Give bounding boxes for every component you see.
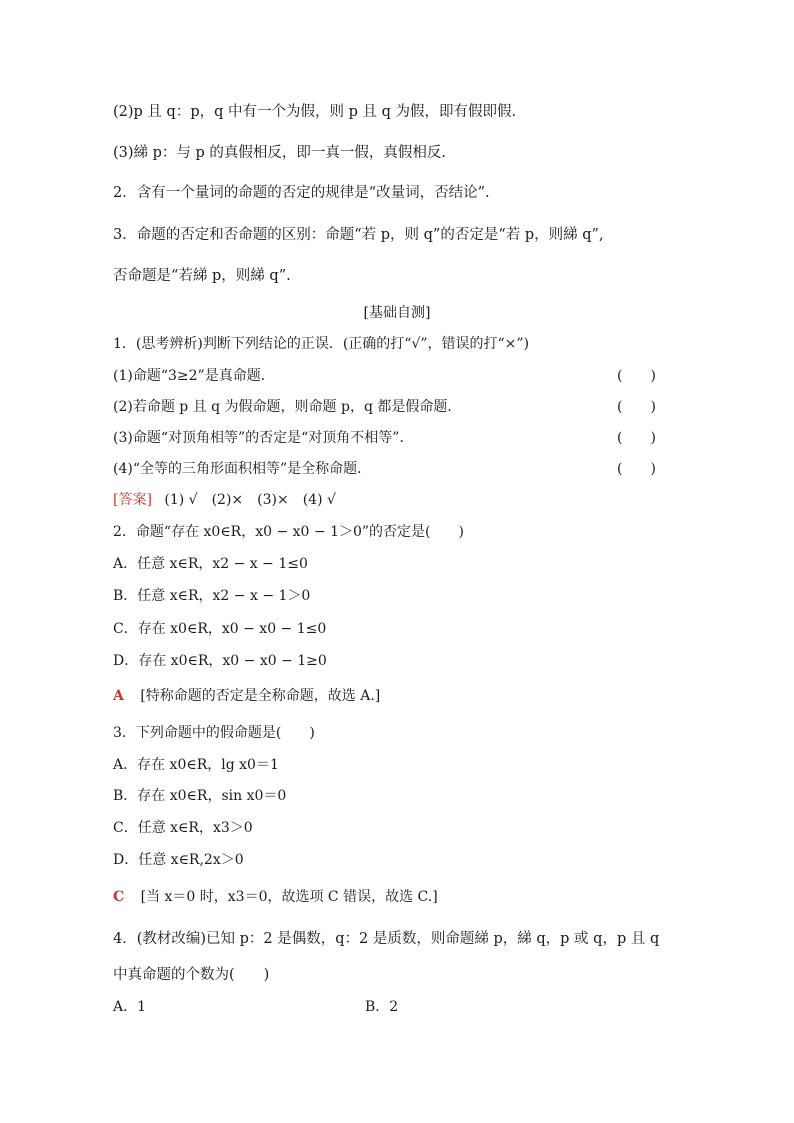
q3-answer-text: [当 x＝0 时，x3＝0，故选项 C 错误，故选 C.] [140,889,438,905]
q1-item-1-paren: ( ) [617,368,656,384]
summary-line-2: (3)綈 p：与 p 的真假相反，即一真一假，真假相反. [113,145,447,161]
q4-stem-line-2: 中真命题的个数为( ) [113,967,270,983]
q3-option-c: C．任意 x∈R，x3＞0 [113,820,253,836]
q4-stem-line-1: 4．(教材改编)已知 p：2 是偶数，q：2 是质数，则命题綈 p，綈 q，p 或 q，p 且 q [113,931,660,947]
q1-item-2-paren: ( ) [617,399,656,415]
q3-answer-letter: C [113,889,125,905]
q2-option-a: A．任意 x∈R，x2 − x − 1≤0 [113,556,308,572]
summary-line-3: 2．含有一个量词的命题的否定的规律是“改量词，否结论”. [113,185,490,201]
q1-item-1: (1)命题“3≥2”是真命题． [113,368,275,384]
q2-option-d: D．存在 x0∈R，x0 − x0 − 1≥0 [113,653,327,669]
section-title: [基础自测] [363,305,431,321]
q1-item-2: (2)若命题 p 且 q 为假命题，则命题 p，q 都是假命题． [113,399,462,415]
q2-option-c: C．存在 x0∈R，x0 − x0 − 1≤0 [113,621,327,637]
summary-line-5: 否命题是“若綈 p，则綈 q”. [113,268,291,284]
q3-option-b: B．存在 x0∈R，sin x0＝0 [113,788,287,804]
q3-option-a: A．存在 x0∈R，lg x0＝1 [113,757,279,773]
q2-option-b: B．任意 x∈R，x2 − x − 1＞0 [113,588,311,604]
q1-answer-label: [答案] [113,492,152,508]
q4-option-b: B．2 [365,999,399,1015]
q1-item-4: (4)“全等的三角形面积相等”是全称命题． [113,461,372,477]
q2-answer-text: [特称命题的否定是全称命题，故选 A.] [140,688,381,704]
q2-answer-letter: A [113,688,124,704]
q1-stem: 1．(思考辨析)判断下列结论的正误．(正确的打“√”，错误的打“×”) [113,336,530,352]
summary-line-4: 3．命题的否定和否命题的区别：命题“若 p，则 q”的否定是“若 p，则綈 q”, [113,227,604,243]
q3-option-d: D．任意 x∈R,2x＞0 [113,852,244,868]
q1-answer-text: (1) √ (2)× (3)× (4) √ [164,492,336,508]
q1-answer [113,490,336,510]
summary-line-1: (2)p 且 q：p，q 中有一个为假，则 p 且 q 为假，即有假即假. [113,104,517,120]
q1-item-3-paren: ( ) [617,430,656,446]
q1-item-4-paren: ( ) [617,461,656,477]
q2-stem: 2．命题“存在 x0∈R，x0 − x0 − 1＞0”的否定是( ) [113,524,464,540]
q2-answer [113,686,380,706]
q3-answer [113,887,438,907]
q1-item-3: (3)命题“对顶角相等”的否定是“对顶角不相等”． [113,430,414,446]
q4-option-a: A．1 [113,999,147,1015]
q3-stem: 3．下列命题中的假命题是( ) [113,725,315,741]
